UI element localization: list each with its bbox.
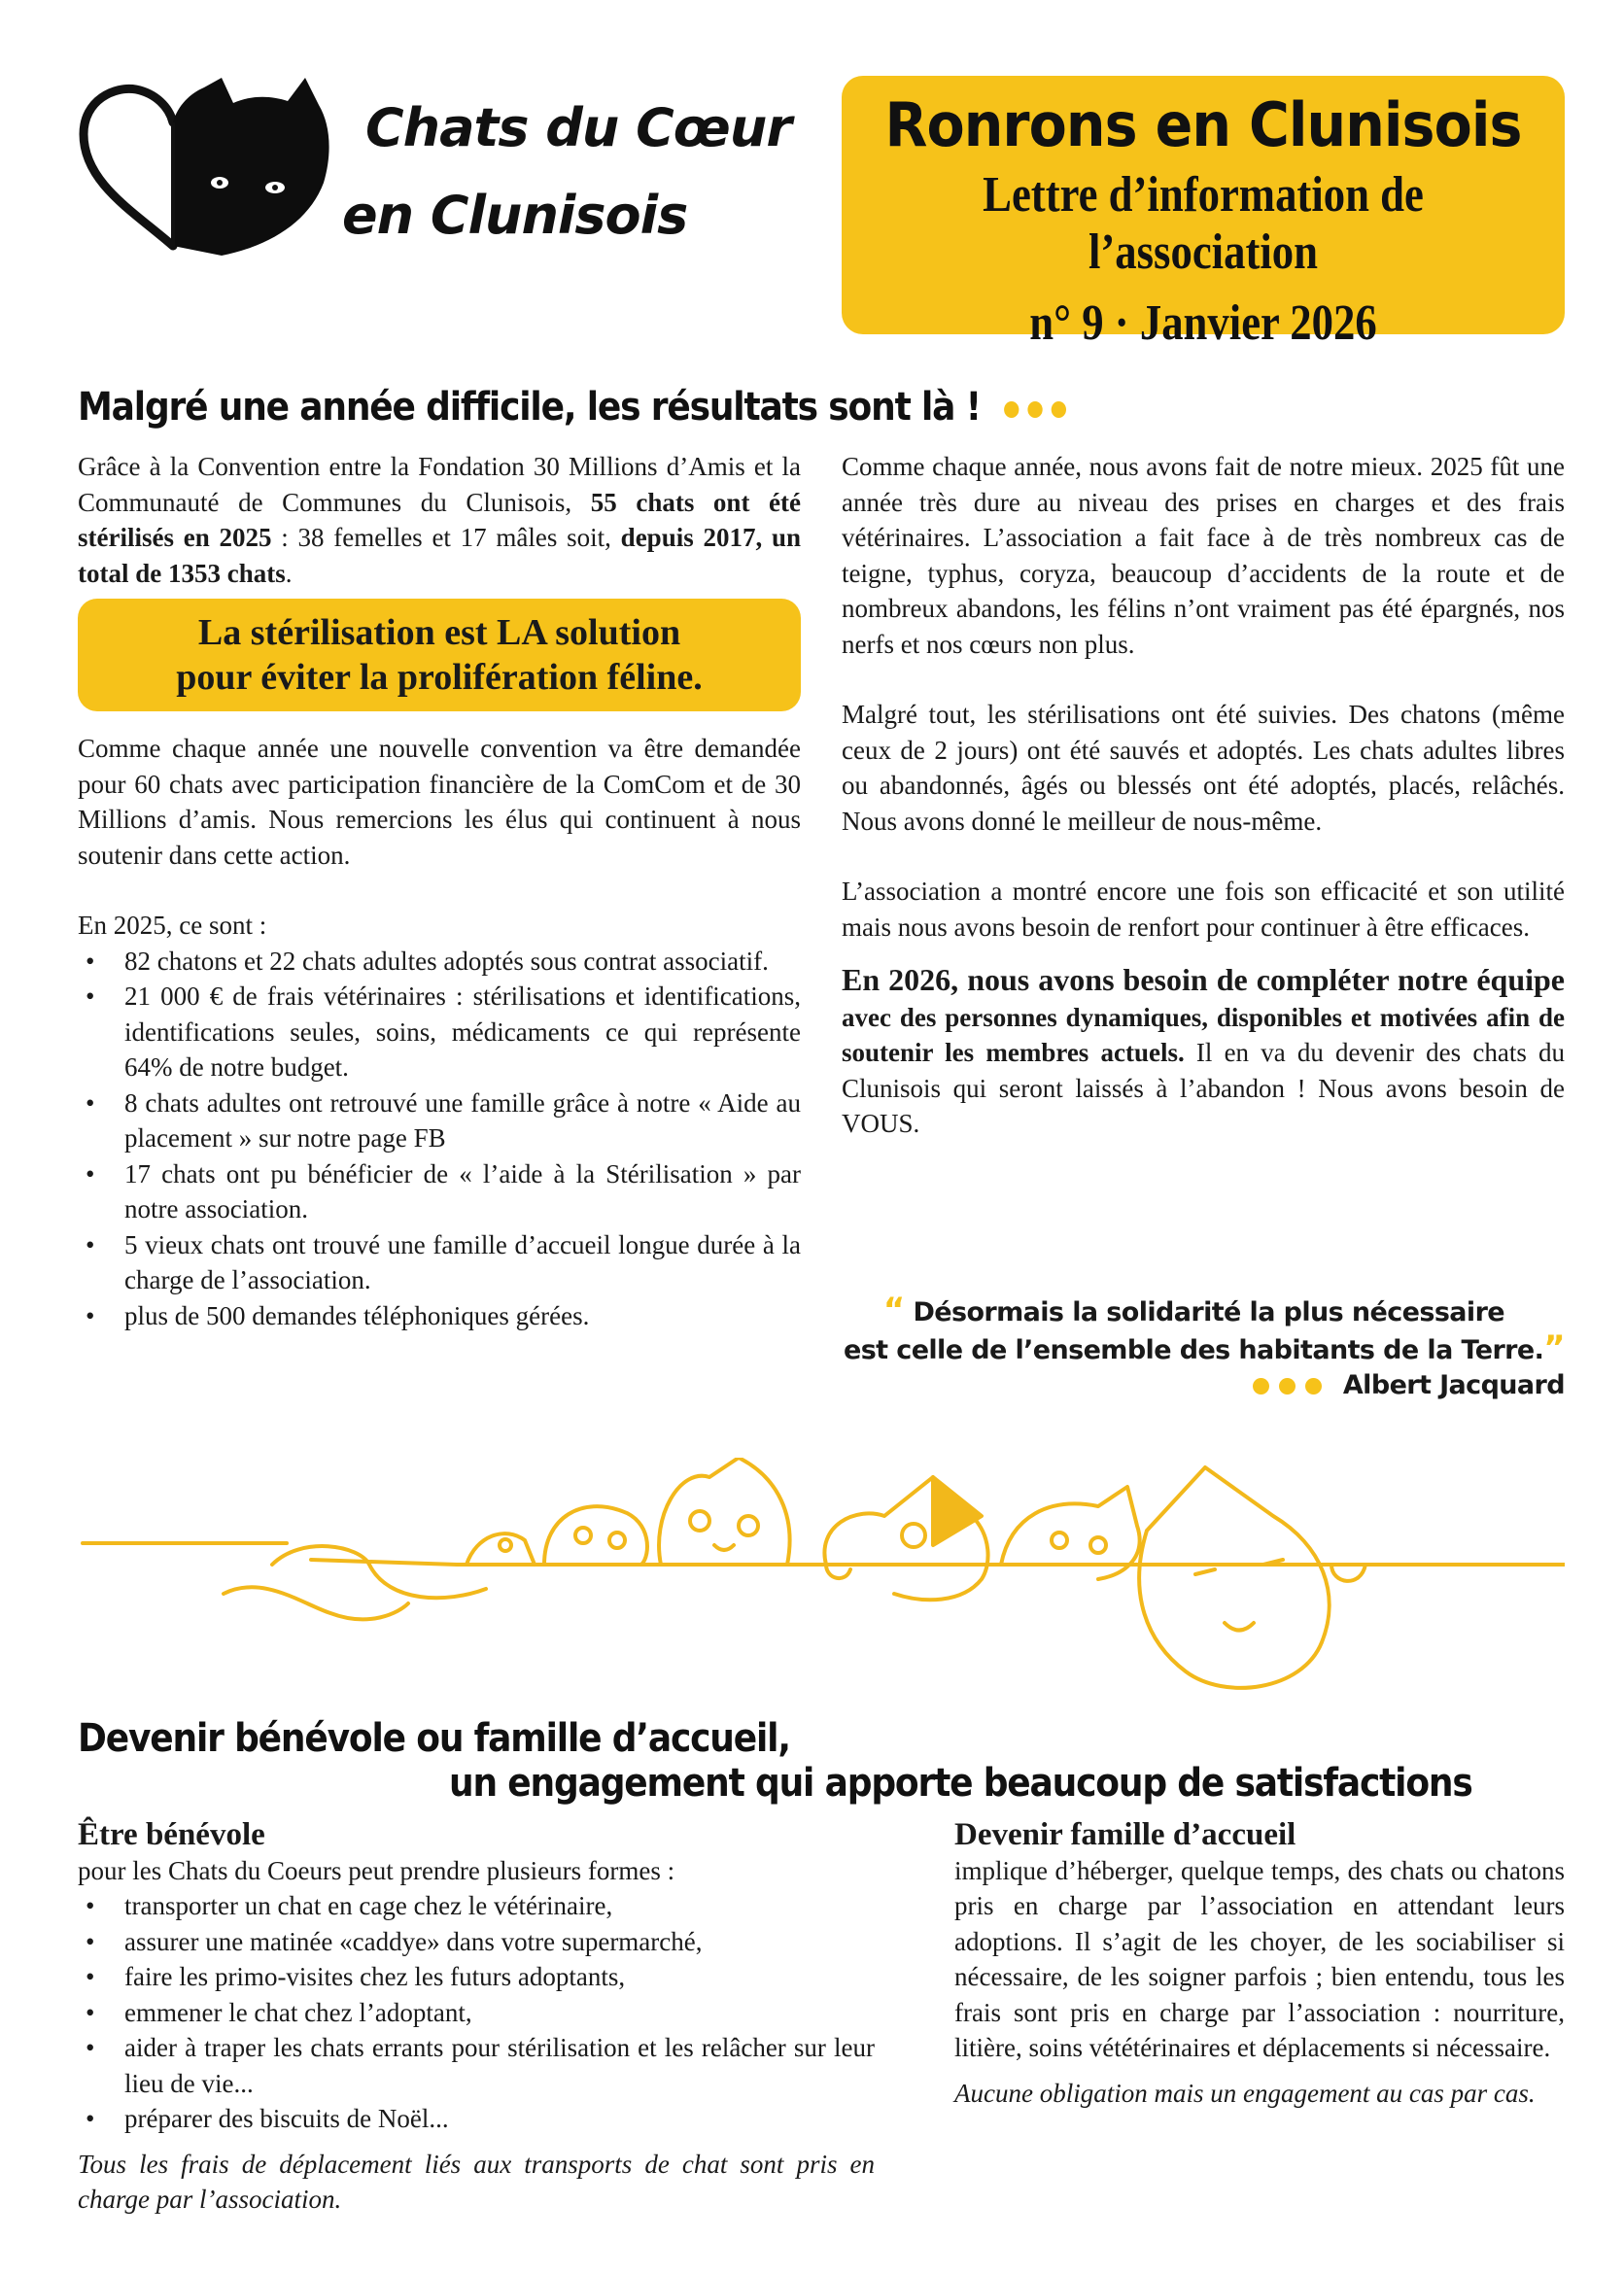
- text-bold: avec des personnes dynamiques, disponibles et motivées afin de soutenir les membres actuels.: [842, 1002, 1565, 1067]
- cats-peeking-illustration-icon: [78, 1458, 1565, 1710]
- volunteer-column: [78, 1817, 875, 2218]
- text-bold: En 2026, nous avons besoin de compléter notre équipe: [842, 962, 1565, 997]
- call-for-volunteers: [842, 962, 1565, 1142]
- author-name: Albert Jacquard: [1342, 1370, 1565, 1400]
- dots-ornament-icon: [1004, 401, 1066, 418]
- section1-heading-text: Malgré une année difficile, les résultats sont là !: [78, 385, 981, 430]
- efficiency-paragraph: L’association a montré encore une fois son efficacité et son utilité mais nous avons besoin de renfort pour continuer à être efficaces.: [842, 877, 1565, 942]
- callout-line2: pour éviter la prolifération féline.: [176, 657, 703, 698]
- list-item: • 21 000 € de frais vétérinaires : stérilisations et identifications, identifications seules, soins, médicaments ce qui représente 64% de notre budget.: [124, 979, 801, 1085]
- text: Désormais la solidarité la plus nécessaire: [913, 1297, 1504, 1327]
- list-item: • 82 chatons et 22 chats adultes adoptés sous contrat associatif.: [124, 944, 801, 980]
- brand-name-line2: en Clunisois: [342, 185, 688, 246]
- callout-line1: La stérilisation est LA solution: [197, 612, 681, 653]
- convention-paragraph: Comme chaque année une nouvelle convention va être demandée pour 60 chats avec participation financière de la ComCom et de 30 Millions d’amis. Nous remercions les élus qui continuent à nous soutenir dans cette action.: [78, 734, 801, 870]
- section1-left-body: [78, 731, 801, 1333]
- list-intro: En 2025, ce sont :: [78, 911, 267, 940]
- quote-line1: [842, 1292, 1565, 1330]
- quote-block: [842, 1292, 1565, 1403]
- masthead: [842, 76, 1565, 351]
- list-item: • plus de 500 demandes téléphoniques gérées.: [124, 1298, 801, 1334]
- newsletter-subtitle: Lettre d’information de l’association: [983, 167, 1424, 280]
- text: Il en va du devenir des chats du Clunisois qui seront laissés à l’abandon ! Nous avons besoin de VOUS.: [842, 1038, 1565, 1138]
- quote-line2: [842, 1330, 1565, 1368]
- volunteer-tasks-list: [78, 1888, 875, 2137]
- issue-number: n° 9 · Janvier 2026: [1029, 295, 1377, 351]
- results-list: [78, 944, 801, 1334]
- dots-ornament-icon: [1253, 1378, 1322, 1395]
- sterilisations-paragraph: Malgré tout, les stérilisations ont été suivies. Des chatons (même ceux de 2 jours) ont été sauvés et adoptés. Les chats adultes libres ou abandonnés, âgés ou blessés ont été adoptés, placés, relâchés. Nous avons donné le meilleur de nous-même.: [842, 700, 1565, 836]
- quote-mark-icon: ”: [1543, 1328, 1565, 1367]
- quote-mark-icon: “: [882, 1291, 905, 1329]
- list-item: • faire les primo-visites chez les futurs adoptants,: [124, 1959, 875, 1995]
- section2-heading-line2: un engagement qui apporte beaucoup de satisfactions: [449, 1761, 1472, 1806]
- list-item: • aider à traper les chats errants pour stérilisation et les relâcher sur leur lieu de vie...: [124, 2030, 875, 2101]
- list-item: • assurer une matinée «caddye» dans votre supermarché,: [124, 1924, 875, 1960]
- foster-family-title: Devenir famille d’accueil: [954, 1817, 1296, 1852]
- foster-family-note: Aucune obligation mais un engagement au cas par cas.: [954, 2078, 1536, 2108]
- list-item: • transporter un chat en cage chez le vétérinaire,: [124, 1888, 875, 1924]
- sterilisation-results: [78, 449, 801, 591]
- list-item: • 5 vieux chats ont trouvé une famille d’accueil longue durée à la charge de l’association.: [124, 1227, 801, 1298]
- list-item: • emmener le chat chez l’adoptant,: [124, 1995, 875, 2031]
- foster-family-body: implique d’héberger, quelque temps, des chats ou chatons pris en charge par l’association en attendant leurs adoptions. Il s’agit de les choyer, de les sociabiliser si nécessaire, de les soigner parfois ; bien entendu, tous les frais sont pris en charge par l’association : nourriture, litière, soins vététérinaires et déplacements si nécessaire.: [954, 1855, 1565, 2062]
- text-bold: depuis 2017, un total de 1353 chats: [78, 523, 801, 588]
- brand-name-line1: Chats du Cœur: [365, 97, 791, 158]
- text: .: [285, 558, 293, 588]
- section1-left-intro: [78, 449, 801, 591]
- volunteer-title: Être bénévole: [78, 1817, 265, 1852]
- list-item: • 8 chats adultes ont retrouvé une famille grâce à notre « Aide au placement » sur notre page FB: [124, 1085, 801, 1156]
- heart-cat-logo-icon: [76, 76, 338, 260]
- list-item: • 17 chats ont pu bénéficier de « l’aide à la Stérilisation » par notre association.: [124, 1156, 801, 1227]
- newsletter-title: Ronrons en Clunisois: [884, 89, 1522, 160]
- text: : 38 femelles et 17 mâles soit,: [271, 523, 621, 552]
- section1-heading: [78, 385, 1066, 430]
- section1-right: [842, 449, 1565, 1142]
- section2-heading-line1: Devenir bénévole ou famille d’accueil,: [78, 1716, 790, 1761]
- sterilisation-callout: [78, 599, 801, 711]
- list-item: • préparer des biscuits de Noël...: [124, 2101, 875, 2137]
- volunteer-note: Tous les frais de déplacement liés aux transports de chat sont pris en charge par l’association.: [78, 2149, 875, 2214]
- text: est celle de l’ensemble des habitants de la Terre.: [844, 1335, 1544, 1365]
- volunteer-intro: pour les Chats du Coeurs peut prendre plusieurs formes :: [78, 1855, 675, 1885]
- text: Grâce à la Convention entre la Fondation 30 Millions d’Amis et la Communauté de Communes du Clunisois,: [78, 452, 801, 517]
- text-bold: 55 chats ont été stérilisés en 2025: [78, 487, 801, 552]
- foster-family-column: [954, 1817, 1565, 2111]
- quote-author: [842, 1368, 1565, 1403]
- year-review-paragraph: Comme chaque année, nous avons fait de notre mieux. 2025 fût une année très dure au niveau des prises en charges et des frais vétérinaires. L’association a fait face à de très nombreux cas de teigne, typhus, coryza, beaucoup d’accidents de la route et de nombreux abandons, les félins n’ont vraiment pas été épargnés, nos nerfs et nos cœurs non plus.: [842, 452, 1565, 659]
